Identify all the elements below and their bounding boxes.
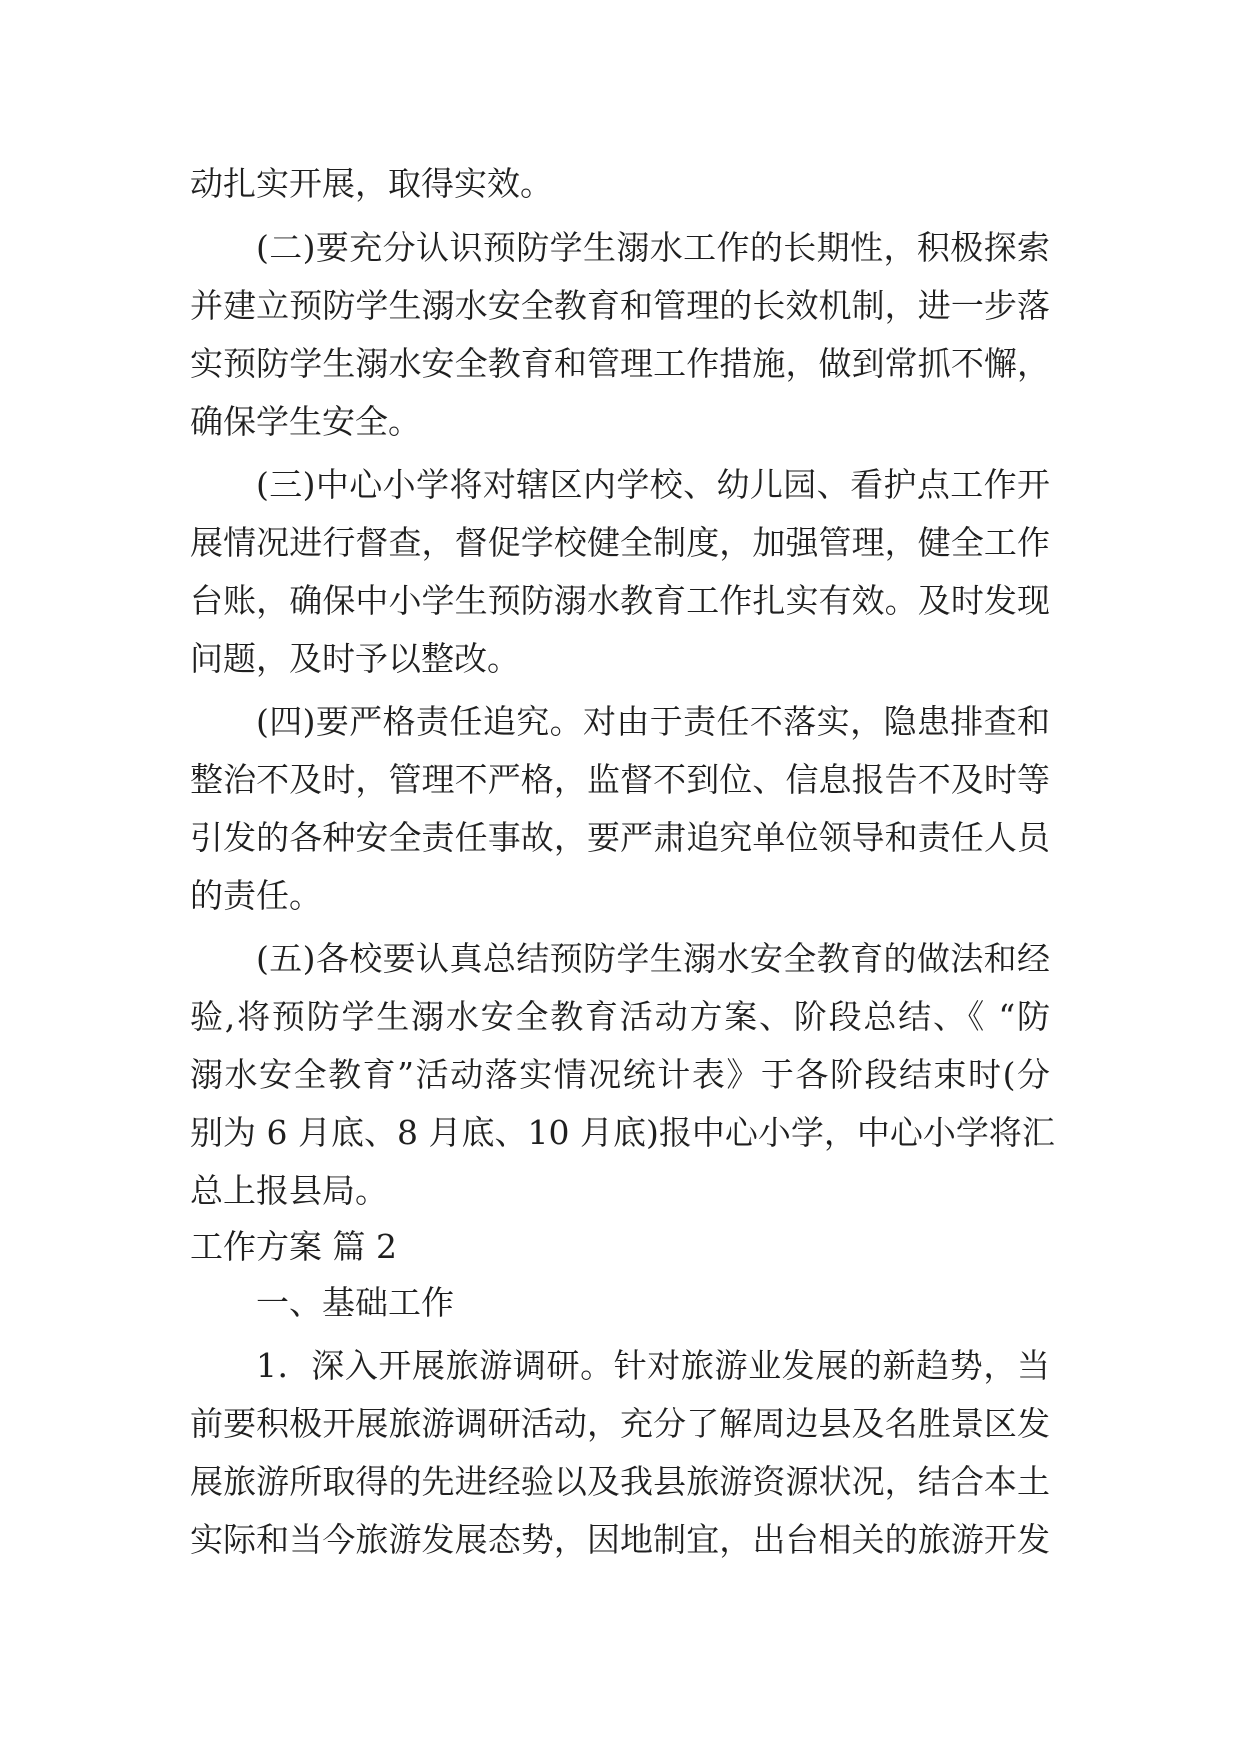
text-line: 展情况进行督查，督促学校健全制度，加强管理，健全工作 (190, 523, 1050, 562)
text-line: (二)要充分认识预防学生溺水工作的长期性，积极探索 (256, 228, 1050, 267)
text-line: 展旅游所取得的先进经验以及我县旅游资源状况，结合本土 (190, 1462, 1050, 1501)
text-line: 动扎实开展，取得实效。 (190, 164, 553, 203)
text-line: 溺水安全教育”活动落实情况统计表》于各阶段结束时(分 (190, 1055, 1050, 1094)
text-line: 别为 6 月底、8 月底、10 月底)报中心小学，中心小学将汇 (190, 1113, 1055, 1152)
text-line: (四)要严格责任追究。对由于责任不落实，隐患排查和 (256, 702, 1050, 741)
text-line: 实际和当今旅游发展态势，因地制宜，出台相关的旅游开发 (190, 1520, 1050, 1559)
text-line: 引发的各种安全责任事故，要严肃追究单位领导和责任人员 (190, 818, 1050, 857)
text-line: 并建立预防学生溺水安全教育和管理的长效机制，进一步落 (190, 286, 1050, 325)
text-line: 前要积极开展旅游调研活动，充分了解周边县及名胜景区发 (190, 1404, 1050, 1443)
subsection-heading: 一、基础工作 (256, 1283, 454, 1322)
text-line: 验,将预防学生溺水安全教育活动方案、阶段总结、《 “防 (190, 997, 1050, 1036)
text-line: 实预防学生溺水安全教育和管理工作措施，做到常抓不懈， (190, 344, 1050, 383)
text-line: 的责任。 (190, 876, 322, 915)
text-line: (三)中心小学将对辖区内学校、幼儿园、看护点工作开 (256, 465, 1050, 504)
text-line: 总上报县局。 (190, 1171, 388, 1210)
text-line: 确保学生安全。 (190, 402, 421, 441)
text-line: (五)各校要认真总结预防学生溺水安全教育的做法和经 (256, 939, 1050, 978)
text-line: 1．深入开展旅游调研。针对旅游业发展的新趋势，当 (256, 1346, 1050, 1385)
section-heading: 工作方案 篇 2 (190, 1227, 397, 1266)
text-line: 整治不及时，管理不严格，监督不到位、信息报告不及时等 (190, 760, 1050, 799)
text-line: 问题，及时予以整改。 (190, 639, 520, 678)
text-line: 台账，确保中小学生预防溺水教育工作扎实有效。及时发现 (190, 581, 1050, 620)
